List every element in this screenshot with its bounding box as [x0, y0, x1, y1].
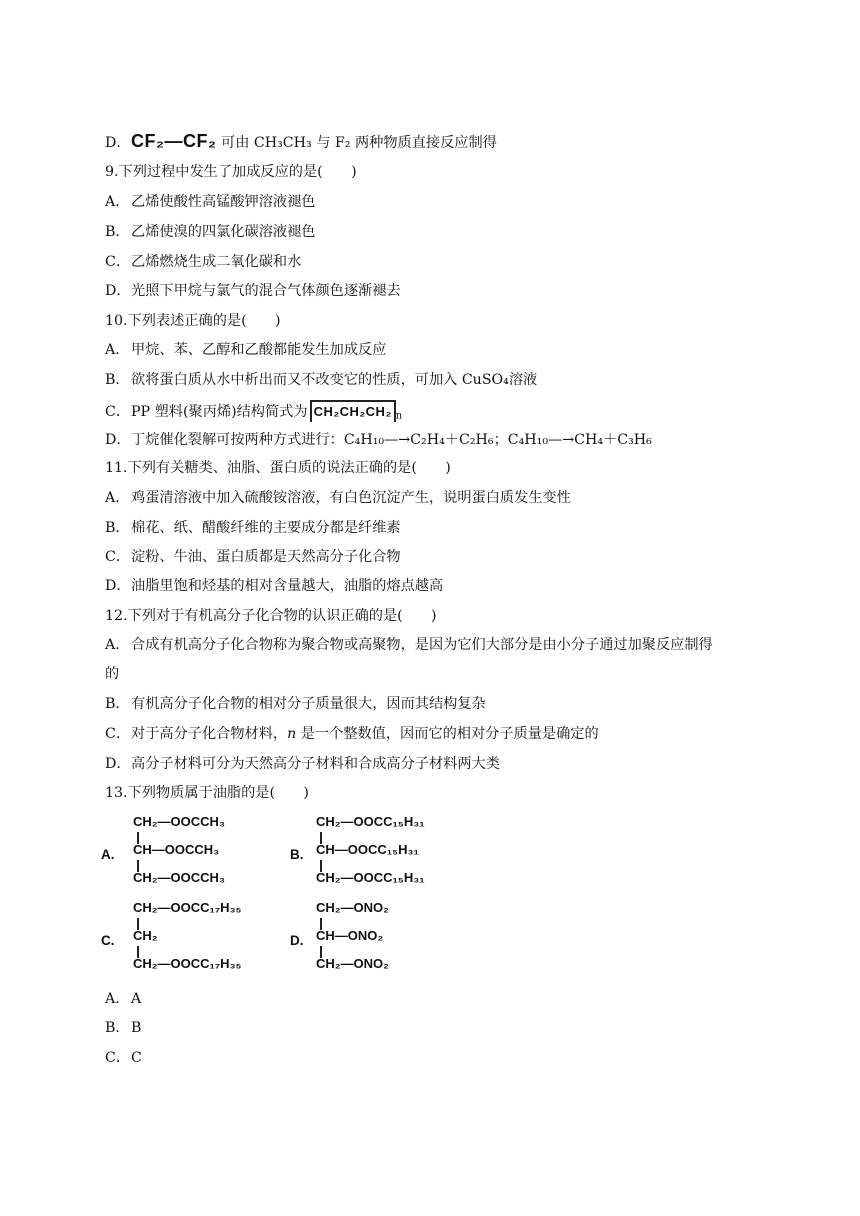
q11-option-a	[105, 488, 571, 508]
q9-option-d	[105, 281, 401, 301]
structure-row: CH₂—OOCC₁₅H₃₁	[316, 814, 425, 829]
structure-row: CH₂—ONO₂	[316, 900, 389, 915]
q9-stem: 9.下列过程中发生了加成反应的是( )	[105, 164, 357, 180]
structure-c	[101, 898, 242, 974]
q10-option-c	[105, 400, 402, 422]
q10-option-d	[105, 430, 652, 450]
q12-option-a	[105, 635, 713, 655]
option-text: 甲烷、苯、乙醇和乙酸都能发生加成反应	[131, 342, 387, 358]
q13-answer-a	[105, 989, 141, 1009]
q12-option-b	[105, 694, 486, 714]
structure-b	[290, 812, 425, 888]
option-letter: A．	[105, 637, 130, 653]
option-text: A	[131, 991, 142, 1007]
structure-d	[290, 898, 389, 974]
q10-option-b	[105, 370, 537, 390]
option-letter: A．	[105, 342, 130, 358]
structure-row: CH₂	[133, 928, 158, 943]
option-text: 合成有机高分子化合物称为聚合物或高聚物，是因为它们大部分是由小分子通过加聚反应制得	[131, 637, 713, 653]
option-letter: D．	[105, 135, 131, 151]
option-letter: D．	[105, 432, 131, 448]
structure-row: CH₂—OOCCH₃	[133, 814, 225, 829]
structure-row: CH₂—OOCC₁₇H₃₅	[133, 900, 242, 915]
option-letter: D．	[105, 283, 131, 299]
structure-row: CH—ONO₂	[316, 928, 384, 943]
structure-row: CH—OOCCH₃	[133, 842, 220, 857]
option-letter: B．	[105, 696, 130, 712]
q11-stem: 11.下列有关糖类、油脂、蛋白质的说法正确的是( )	[105, 460, 451, 476]
option-text: 乙烯使酸性高锰酸钾溶液褪色	[131, 194, 316, 210]
option-letter: C．	[105, 404, 131, 420]
option-letter: B．	[105, 372, 130, 388]
option-text: PP 塑料(聚丙烯)结构简式为	[131, 404, 308, 420]
option-text: 油脂里饱和烃基的相对含量越大，油脂的熔点越高	[131, 578, 444, 594]
q11-option-b	[105, 518, 401, 538]
q12-stem: 12.下列对于有机高分子化合物的认识正确的是( )	[105, 608, 437, 624]
structure-label: A.	[101, 847, 115, 862]
polypropylene-formula: CH₂CH₂CH₂	[310, 400, 396, 422]
q13-stem: 13.下列物质属于油脂的是( )	[105, 785, 309, 801]
option-letter: A．	[105, 991, 130, 1007]
option-text: 可由 CH₃CH₃ 与 F₂ 两种物质直接反应制得	[221, 135, 497, 151]
option-text: 高分子材料可分为天然高分子材料和合成高分子材料两大类	[131, 756, 500, 772]
option-text: 有机高分子化合物的相对分子质量很大，因而其结构复杂	[131, 696, 486, 712]
option-letter: A．	[105, 490, 130, 506]
option-letter: D．	[105, 756, 131, 772]
q12-option-c	[105, 724, 599, 744]
option-text: 鸡蛋清溶液中加入硫酸铵溶液，有白色沉淀产生，说明蛋白质发生变性	[131, 490, 571, 506]
option-text: 对于高分子化合物材料，	[131, 726, 288, 742]
q12-option-a-cont: 的	[105, 666, 120, 682]
q11-option-d	[105, 576, 443, 596]
option-text: B	[131, 1020, 142, 1036]
option-letter: C．	[105, 549, 131, 565]
structure-row: CH₂—OOCC₁₇H₃₅	[133, 956, 242, 971]
option-letter: C．	[105, 726, 131, 742]
n-variable: n	[287, 726, 297, 742]
option-text: 淀粉、牛油、蛋白质都是天然高分子化合物	[131, 549, 401, 565]
option-text: 乙烯燃烧生成二氧化碳和水	[131, 254, 302, 270]
option-text: 是一个整数值，因而它的相对分子质量是确定的	[296, 726, 599, 742]
option-text: 棉花、纸、醋酸纤维的主要成分都是纤维素	[131, 520, 401, 536]
structure-label: C.	[101, 933, 115, 948]
structure-row: CH₂—ONO₂	[316, 956, 389, 971]
q13-answer-c	[105, 1048, 142, 1068]
structure-row: CH₂—OOCC₁₅H₃₁	[316, 870, 425, 885]
q10-option-a	[105, 340, 386, 360]
option-letter: B．	[105, 224, 130, 240]
structure-label: D.	[290, 933, 304, 948]
q11-option-c	[105, 547, 401, 567]
option-letter: C．	[105, 254, 131, 270]
q8-option-d	[105, 131, 497, 153]
structure-row: CH—OOCC₁₅H₃₁	[316, 842, 419, 857]
option-text: 丁烷催化裂解可按两种方式进行：C₄H₁₀—→C₂H₄＋C₂H₆；C₄H₁₀—→CH₄＋C₃H₆	[131, 432, 652, 448]
option-text: 欲将蛋白质从水中析出而又不改变它的性质，可加入 CuSO₄溶液	[131, 372, 538, 388]
option-letter: B．	[105, 520, 130, 536]
option-letter: C．	[105, 1050, 131, 1066]
q9-option-a	[105, 192, 315, 212]
option-letter: B．	[105, 1020, 130, 1036]
option-text: C	[131, 1050, 142, 1066]
structure-a	[101, 812, 225, 888]
structure-row: CH₂—OOCCH₃	[133, 870, 225, 885]
q13-answer-b	[105, 1018, 141, 1038]
cf2-formula: CF₂—CF₂	[131, 131, 217, 151]
q9-option-c	[105, 252, 301, 272]
option-text: 乙烯使溴的四氯化碳溶液褪色	[131, 224, 316, 240]
q12-option-d	[105, 754, 500, 774]
polymer-n: n	[395, 410, 403, 422]
q10-stem: 10.下列表述正确的是( )	[105, 313, 281, 329]
structure-label: B.	[290, 847, 304, 862]
option-text: 光照下甲烷与氯气的混合气体颜色逐渐褪去	[131, 283, 401, 299]
q9-option-b	[105, 222, 315, 242]
option-letter: A．	[105, 194, 130, 210]
option-letter: D．	[105, 578, 131, 594]
